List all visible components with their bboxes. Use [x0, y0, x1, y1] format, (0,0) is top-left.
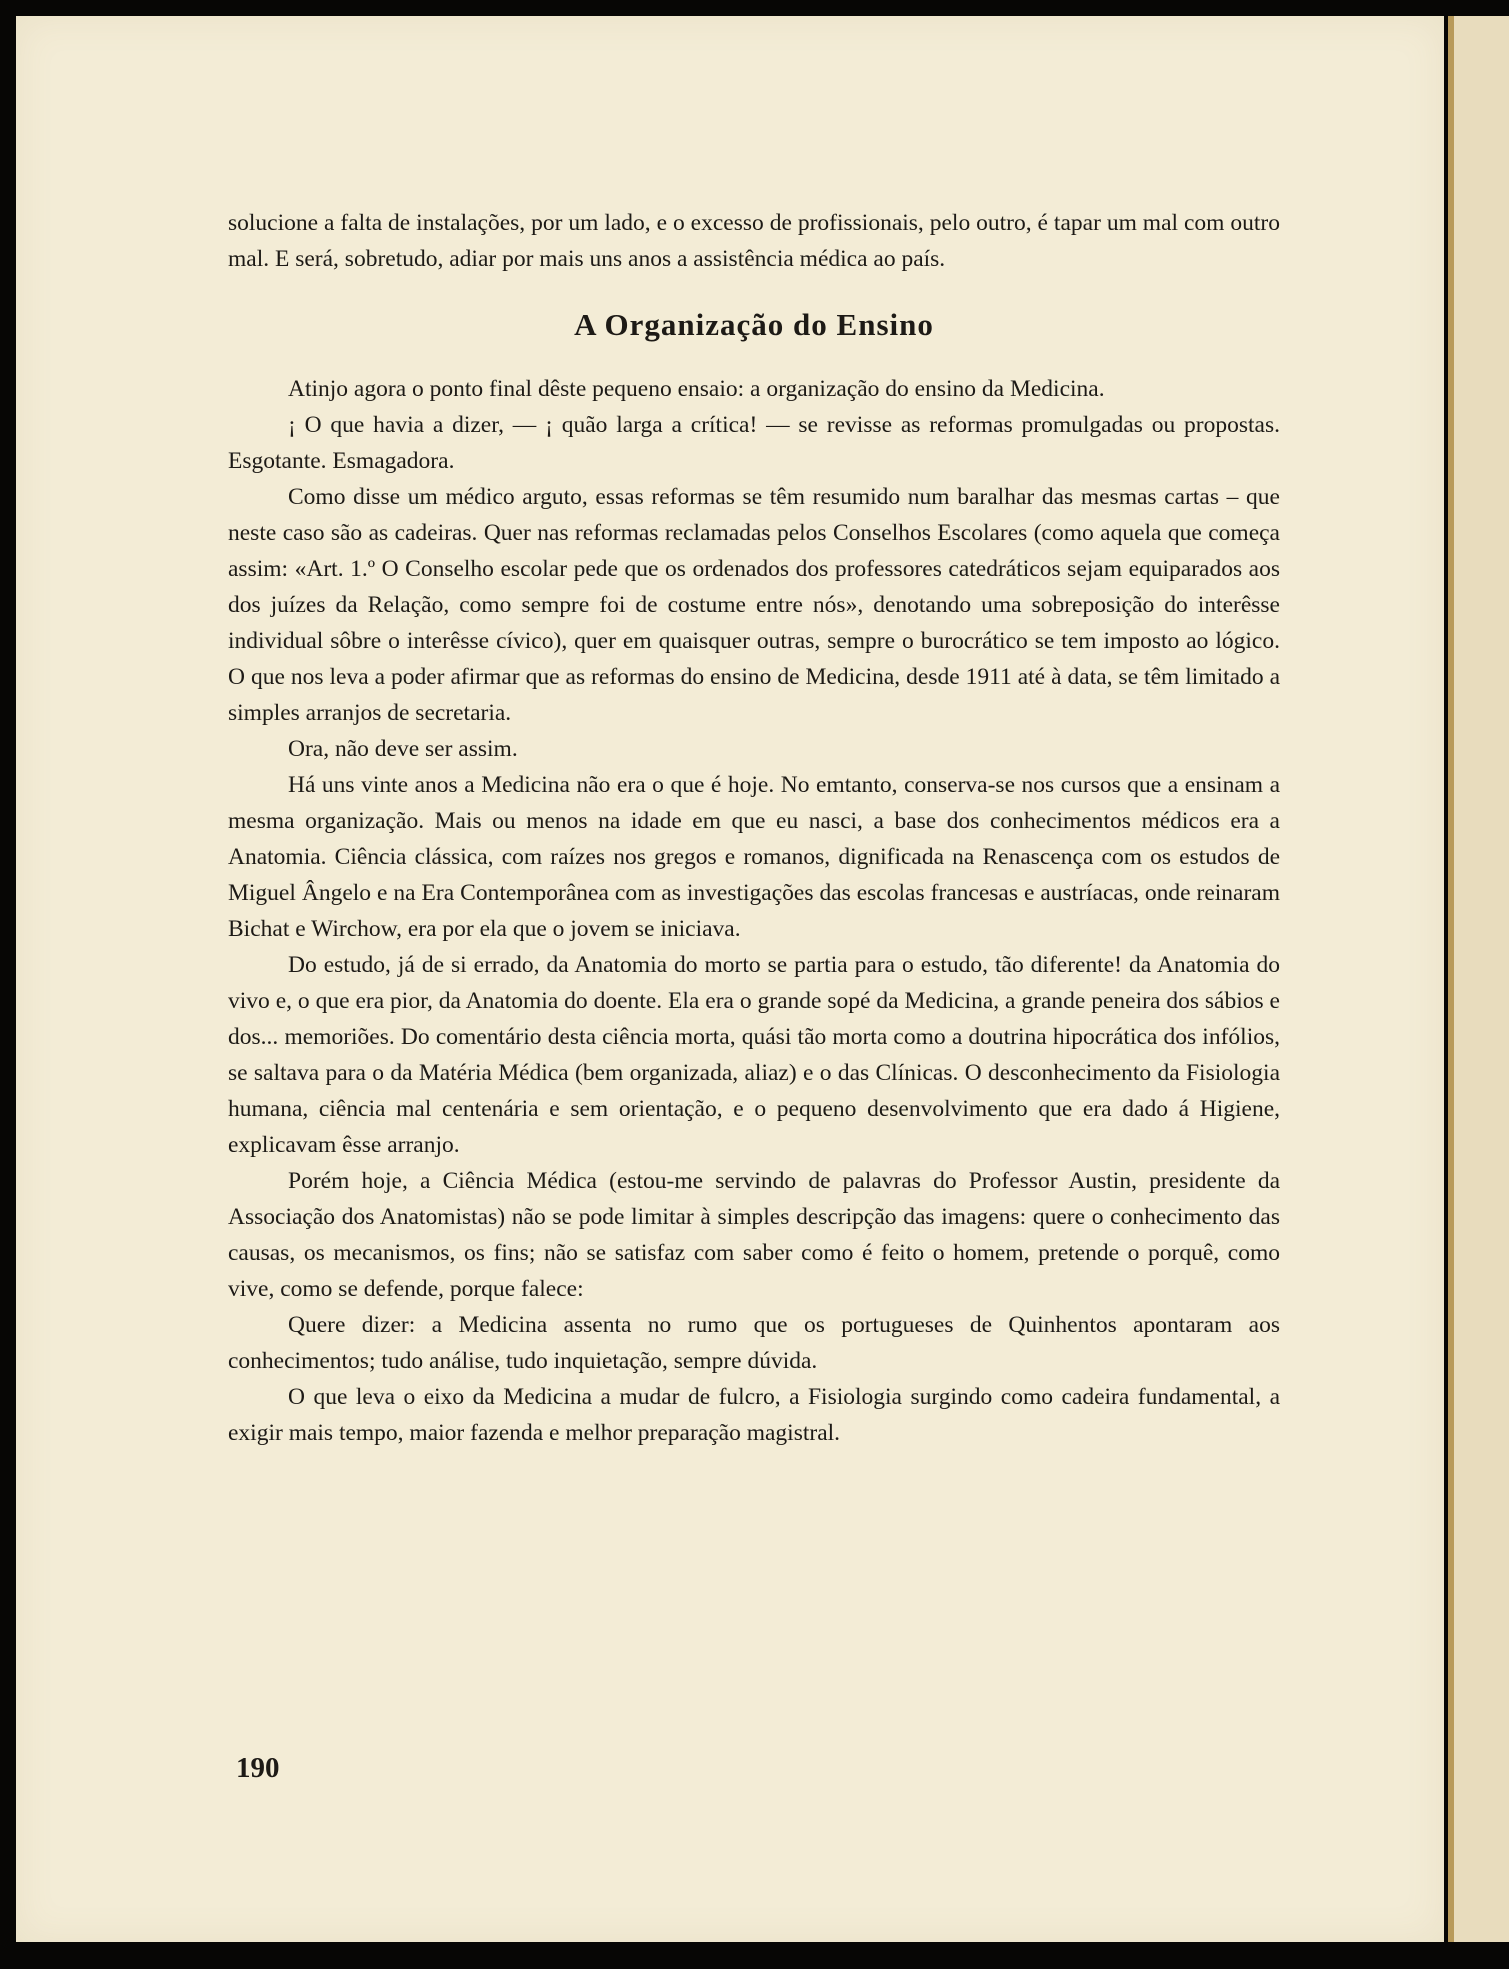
paragraph: Há uns vinte anos a Medicina não era o que é hoje. No emtanto, conserva-se nos cursos que a ensinam a mesma organização. Mais ou menos na idade em que eu nasci, a base dos conhecimentos médicos era a Anatomia. Ciência clássica, com raízes nos gregos e romanos, dignificada na Renascença com os estudos de Miguel Ângelo e na Era Contemporânea com as investigações das escolas francesas e austríacas, onde reinaram Bichat e Wirchow, era por ela que o jovem se iniciava. — [228, 772, 1280, 942]
paragraph: Quere dizer: a Medicina assenta no rumo que os portugueses de Quinhentos apontaram aos conhecimentos; tudo análise, tudo inquietação, sempre dúvida. — [228, 1312, 1280, 1374]
paragraph: ¡ O que havia a dizer, — ¡ quão larga a crítica! — se revisse as reformas promulgadas ou propostas. Esgotante. Esmagadora. — [228, 412, 1280, 474]
section-title: A Organização do Ensino — [574, 307, 934, 342]
page-text — [228, 205, 1280, 1451]
paragraph: Como disse um médico arguto, essas reformas se têm resumido num baralhar das mesmas cartas – que neste caso são as cadeiras. Quer nas reformas reclamadas pelos Conselhos Escolares (como aquela que começa assim: «Art. 1.º O Conselho escolar pede que os ordenados dos professores catedráticos sejam equiparados aos dos juízes da Relação, como sempre foi de costume entre nós», denotando uma sobreposição do interêsse individual sôbre o interêsse cívico), quer em quaisquer outras, sempre o burocrático se tem imposto ao lógico. O que nos leva a poder afirmar que as reformas do ensino de Medicina, desde 1911 até à data, se têm limitado a simples arranjos de secretaria. — [228, 484, 1280, 726]
paragraph: Atinjo agora o ponto final dêste pequeno ensaio: a organização do ensino da Medicina. — [288, 376, 1105, 402]
page-number: 190 — [236, 1752, 280, 1784]
paragraph: Ora, não deve ser assim. — [288, 736, 518, 762]
paragraph: Porém hoje, a Ciência Médica (estou-me servindo de palavras do Professor Austin, presidente da Associação dos Anatomistas) não se pode limitar à simples descripção das imagens: quere o conhecimento das causas, os mecanismos, os fins; não se satisfaz com saber como é feito o homem, pretende o porquê, como vive, como se defende, porque falece: — [228, 1168, 1280, 1302]
paragraph: Do estudo, já de si errado, da Anatomia do morto se partia para o estudo, tão diferente! da Anatomia do vivo e, o que era pior, da Anatomia do doente. Ela era o grande sopé da Medicina, a grande peneira dos sábios e dos... memoriões. Do comentário desta ciência morta, quási tão morta como a doutrina hipocrática dos infólios, se saltava para o da Matéria Médica (bem organizada, aliaz) e o das Clínicas. O desconhecimento da Fisiologia humana, ciência mal centenária e sem orientação, e o pequeno desenvolvimento que era dado á Higiene, explicavam êsse arranjo. — [228, 952, 1280, 1158]
adjacent-page-edge — [1448, 16, 1509, 1942]
paragraph: O que leva o eixo da Medicina a mudar de fulcro, a Fisiologia surgindo como cadeira fundamental, a exigir mais tempo, maior fazenda e melhor preparação magistral. — [228, 1384, 1280, 1446]
opening-paragraph: solucione a falta de instalações, por um lado, e o excesso de profissionais, pelo outro, é tapar um mal com outro mal. E será, sobretudo, adiar por mais uns anos a assistência médica ao país. — [228, 210, 1280, 272]
